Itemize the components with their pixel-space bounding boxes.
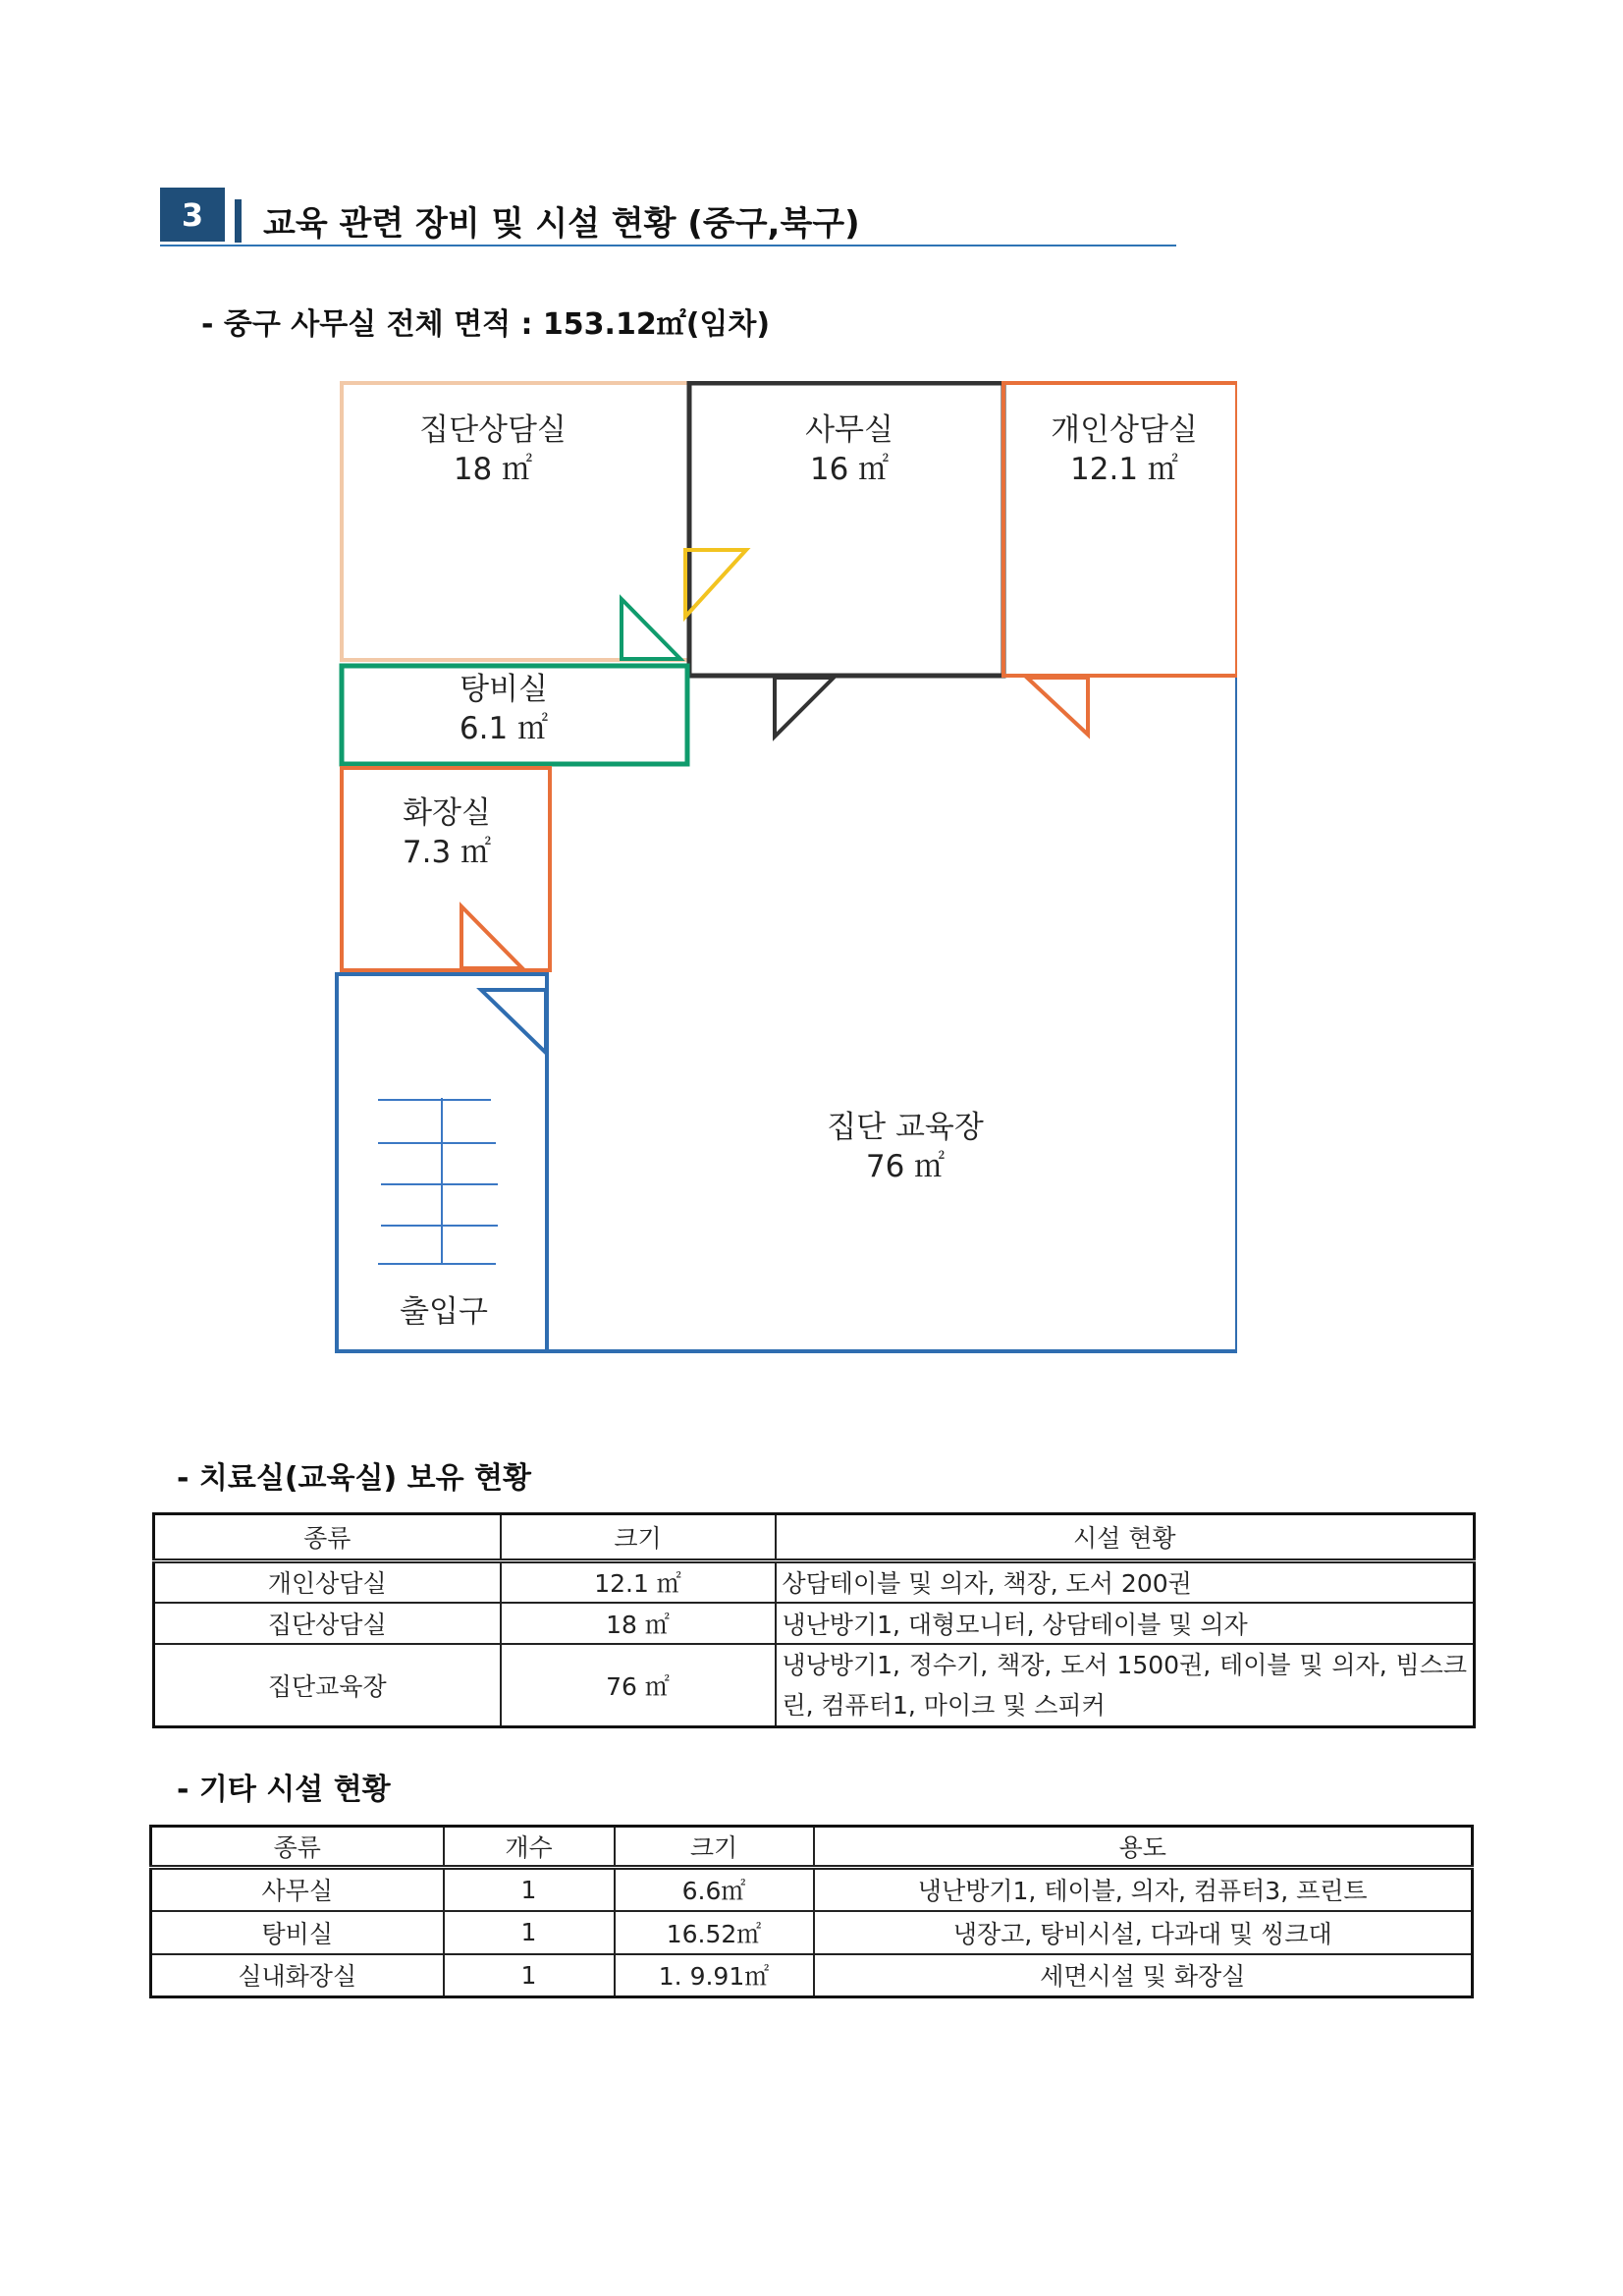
table-cell: 16.52㎡ (615, 1911, 814, 1954)
column-header: 종류 (154, 1514, 501, 1561)
table-cell: 12.1 ㎡ (501, 1561, 776, 1603)
room-label-personal-counsel: 개인상담실 12.1 ㎡ (1051, 412, 1198, 487)
table-row (151, 1954, 1473, 1997)
table-header-row (151, 1827, 1473, 1868)
table-cell: 탕비실 (151, 1911, 444, 1954)
column-header: 시설 현황 (776, 1514, 1475, 1561)
hall-wall (337, 676, 1237, 1351)
section-underline (160, 245, 1176, 246)
table-row (151, 1911, 1473, 1954)
table-cell: 18 ㎡ (501, 1603, 776, 1644)
door-entrance (481, 990, 546, 1053)
table-header-row (154, 1514, 1475, 1561)
table-cell: 1. 9.91㎡ (615, 1954, 814, 1997)
table-row (154, 1603, 1475, 1644)
column-header: 종류 (151, 1827, 444, 1868)
room-label-group-counsel: 집단상담실 18 ㎡ (419, 412, 567, 487)
door-office-bottom (775, 678, 834, 737)
door-group-counsel (622, 599, 680, 659)
room-label-hall: 집단 교육장 76 ㎡ (827, 1110, 984, 1184)
table-cell: 6.6㎡ (615, 1868, 814, 1911)
section-title: 교육 관련 장비 및 시설 현황 (중구,북구) (263, 204, 860, 244)
table-cell: 사무실 (151, 1868, 444, 1911)
column-header: 용도 (814, 1827, 1473, 1868)
section-number-badge: 3 (160, 188, 229, 242)
table-cell: 개인상담실 (154, 1561, 501, 1603)
table-cell: 세면시설 및 화장실 (814, 1954, 1473, 1997)
room-label-office: 사무실 16 ㎡ (805, 412, 893, 487)
table-cell: 1 (444, 1954, 615, 1997)
treatment-rooms-heading: - 치료실(교육실) 보유 현황 (177, 1461, 532, 1496)
door-restroom (461, 906, 522, 968)
section-accent-bar (235, 199, 242, 243)
column-header: 크기 (615, 1827, 814, 1868)
table-cell: 1 (444, 1868, 615, 1911)
table-cell: 냉낭방기1, 정수기, 책장, 도서 1500권, 테이블 및 의자, 빔스크린, 컴퓨터1, 마이크 및 스피커 (776, 1644, 1475, 1727)
table-row (151, 1868, 1473, 1911)
column-header: 크기 (501, 1514, 776, 1561)
table-cell: 상담테이블 및 의자, 책장, 도서 200권 (776, 1561, 1475, 1603)
floor-plan (334, 381, 1237, 1363)
treatment-rooms-table (152, 1512, 1476, 1728)
table-cell: 냉장고, 탕비시설, 다과대 및 씽크대 (814, 1911, 1473, 1954)
table-row (154, 1561, 1475, 1603)
room-label-restroom: 화장실 7.3 ㎡ (402, 795, 492, 870)
room-label-entrance: 출입구 (400, 1294, 488, 1330)
table-cell: 집단상담실 (154, 1603, 501, 1644)
table-cell: 냉난방기1, 테이블, 의자, 컴퓨터3, 프린트 (814, 1868, 1473, 1911)
other-facilities-heading: - 기타 시설 현황 (177, 1773, 391, 1807)
door-office (685, 550, 746, 617)
table-row (154, 1644, 1475, 1727)
area-summary: - 중구 사무실 전체 면적 : 153.12㎡(임차) (201, 307, 771, 342)
table-cell: 1 (444, 1911, 615, 1954)
table-cell: 76 ㎡ (501, 1644, 776, 1727)
door-personal-counsel (1027, 678, 1088, 735)
room-label-pantry: 탕비실 6.1 ㎡ (459, 672, 549, 746)
other-facilities-table (149, 1825, 1474, 1998)
floor-plan-drawing (334, 381, 1237, 1363)
table-cell: 실내화장실 (151, 1954, 444, 1997)
table-cell: 냉난방기1, 대형모니터, 상담테이블 및 의자 (776, 1603, 1475, 1644)
table-cell: 집단교육장 (154, 1644, 501, 1727)
stairs (378, 1098, 498, 1265)
column-header: 개수 (444, 1827, 615, 1868)
